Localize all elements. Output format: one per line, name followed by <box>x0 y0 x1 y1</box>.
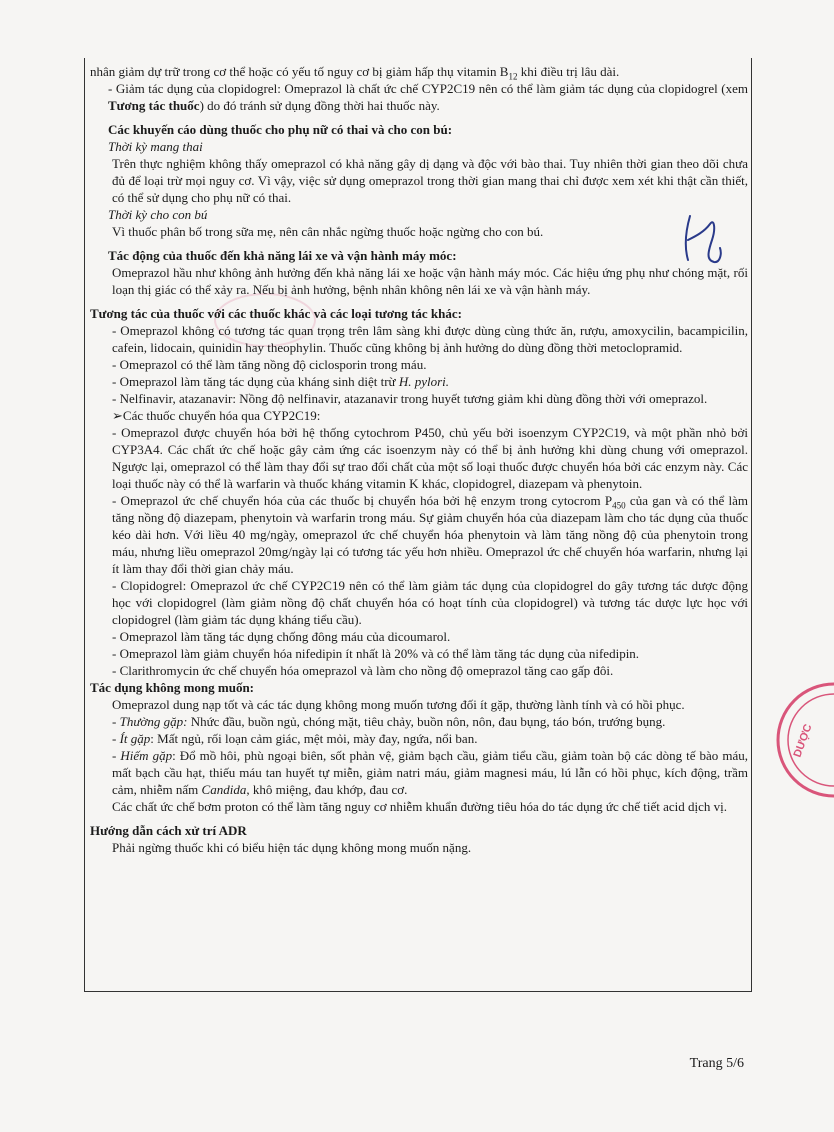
vitamin-b12-line: nhân giảm dự trữ trong cơ thể hoặc có yếu tố nguy cơ bị giảm hấp thụ vitamin $B_{12}$ khi điều trị lâu dài. <box>90 64 620 82</box>
interaction-item: - Omeprazol có thể làm tăng nồng độ ciclosporin trong máu. <box>112 357 427 372</box>
interaction-item: - Clopidogrel: Omeprazol ức chế CYP2C19 nên có thể làm giảm tác dụng của clopidogrel do gây tương tác dược động học với clopidogrel (làm giảm nồng độ chất chuyển hóa có hoạt tính của clopidogrel) và tương tác dược lực học với clopidogrel (làm giảm tác dụng kháng tiểu cầu). <box>112 578 748 627</box>
official-stamp <box>766 680 834 800</box>
adverse-ppi-note: Các chất ức chế bơm proton có thể làm tăng nguy cơ nhiễm khuẩn đường tiêu hóa do tác dụng ức chế tiết acid dịch vị. <box>112 799 728 814</box>
interaction-item: - Omeprazol làm tăng tác dụng của kháng sinh diệt trừ H. pylori. <box>112 374 450 389</box>
page-number: Trang 5/6 <box>689 1056 744 1071</box>
interaction-item: - Omeprazol được chuyển hóa bởi hệ thống cytochrom P450, chủ yếu bởi isoenzym CYP2C19, và một phần nhỏ bởi CYP3A4. Các chất ức chế hoặc gây cảm ứng các isoenzym này có thể bị ảnh hưởng khi dùng chung với omeprazol. Ngược lại, omeprazol có thể làm thay đổi sự trao đổi chất của một số loại thuốc được chuyển hóa bởi các enzym này. Các loại thuốc này có thể là warfarin và thuốc kháng vitamin K khác, clopidogrel, diazepam và phenytoin. <box>112 425 748 491</box>
interaction-item: - Omeprazol ức chế chuyển hóa của các thuốc bị chuyển hóa bởi hệ enzym trong cytocrom $P_{450}$ của gan và có thể làm tăng nồng độ diazepam, phenytoin và warfarin trong máu. Sự giảm chuyển hóa của diazepam làm cho tác dụng của thuốc kéo dài hơn. Với liều 40 mg/ngày, omeprazol ức chế chuyển hóa phenytoin và làm tăng nồng độ của phenytoin trong máu, nhưng liều omeprazol 20mg/ngày lại có tương tác yếu hơn nhiều. Omeprazol ức chế chuyển hóa warfarin, nhưng lại ít làm thay đổi thời gian chảy máu. <box>112 493 748 576</box>
adr-text: Phải ngừng thuốc khi có biểu hiện tác dụng không mong muốn nặng. <box>112 840 472 855</box>
pregnancy-text: Trên thực nghiệm không thấy omeprazol có khả năng gây dị dạng và độc với bào thai. Tuy nhiên thời gian theo dõi chưa đủ để loại trừ mọi nguy cơ. Vì vậy, việc sử dụng omeprazol trong thời gian mang thai chỉ được xem xét khi thật cần thiết, có thể sử dụng cho phụ nữ có thai. <box>112 156 748 205</box>
lactation-text: Vì thuốc phân bố trong sữa mẹ, nên cân nhắc ngừng thuốc hoặc ngừng cho con bú. <box>112 224 544 239</box>
adverse-intro: Omeprazol dung nạp tốt và các tác dụng không mong muốn tương đối ít gặp, thường lành tính và có hồi phục. <box>112 697 685 712</box>
interaction-item: - Omeprazol làm tăng tác dụng chống đông máu của dicoumarol. <box>112 629 451 644</box>
driving-heading: Tác động của thuốc đến khả năng lái xe và vận hành máy móc: <box>108 248 457 263</box>
interactions-heading: Tương tác của thuốc với các thuốc khác và các loại tương tác khác: <box>90 306 462 321</box>
handwritten-signature <box>676 210 726 266</box>
pregnancy-heading: Các khuyến cáo dùng thuốc cho phụ nữ có thai và cho con bú: <box>108 122 453 137</box>
lactation-subheading: Thời kỳ cho con bú <box>108 207 208 222</box>
adr-heading: Hướng dẫn cách xử trí ADR <box>90 823 247 838</box>
adverse-rare: - Hiếm gặp: Đổ mồ hôi, phù ngoại biên, sốt phản vệ, giảm bạch cầu, giảm tiểu cầu, giảm toàn bộ các dòng tế bào máu, mất bạch cầu hạt, thiếu máu tan huyết tự miễn, giảm natri máu, giảm magnesi máu, lú lẫn có hồi phục, kích động, trầm cảm, nhiễm nấm Candida, khô miệng, đau khớp, đau cơ. <box>112 748 748 797</box>
driving-text: Omeprazol hầu như không ảnh hưởng đến khả năng lái xe hoặc vận hành máy móc. Các hiệu ứng phụ như chóng mặt, rối loạn thị giác có thể xảy ra. Nếu bị ảnh hưởng, bệnh nhân không nên lái xe và vận hành máy. <box>112 265 748 297</box>
adverse-uncommon: - Ít gặp: Mất ngủ, rối loạn cảm giác, mệt mỏi, mày đay, ngứa, nổi ban. <box>112 731 478 746</box>
svg-text:DƯỢC: DƯỢC <box>791 722 815 760</box>
interaction-item: - Clarithromycin ức chế chuyển hóa omeprazol và làm cho nồng độ omeprazol tăng cao gấp đôi. <box>112 663 614 678</box>
adverse-heading: Tác dụng không mong muốn: <box>90 680 254 695</box>
document-body <box>90 63 748 856</box>
clopidogrel-warning: - Giảm tác dụng của clopidogrel: Omeprazol là chất ức chế CYP2C19 nên có thể làm giảm tác dụng của clopidogrel (xem Tương tác thuốc) do đó tránh sử dụng đồng thời hai thuốc này. <box>108 81 748 113</box>
pregnancy-subheading: Thời kỳ mang thai <box>108 139 203 154</box>
cyp2c19-subheading: ➢Các thuốc chuyển hóa qua CYP2C19: <box>112 408 321 423</box>
interaction-item: - Omeprazol làm giảm chuyển hóa nifedipin ít nhất là 20% và có thể làm tăng tác dụng của nifedipin. <box>112 646 640 661</box>
interaction-item: - Omeprazol không có tương tác quan trọng trên lâm sàng khi được dùng cùng thức ăn, rượu, amoxycilin, bacampicilin, cafein, lidocain, quinidin hay theophylin. Thuốc cũng không bị ảnh hưởng do dùng đồng thời metoclopramid. <box>112 323 748 355</box>
interaction-item: - Nelfinavir, atazanavir: Nồng độ nelfinavir, atazanavir trong huyết tương giảm khi dùng đồng thời với omeprazol. <box>112 391 708 406</box>
adverse-common: - Thường gặp: Nhức đầu, buồn ngủ, chóng mặt, tiêu chảy, buồn nôn, nôn, đau bụng, táo bón, trướng bụng. <box>112 714 666 729</box>
